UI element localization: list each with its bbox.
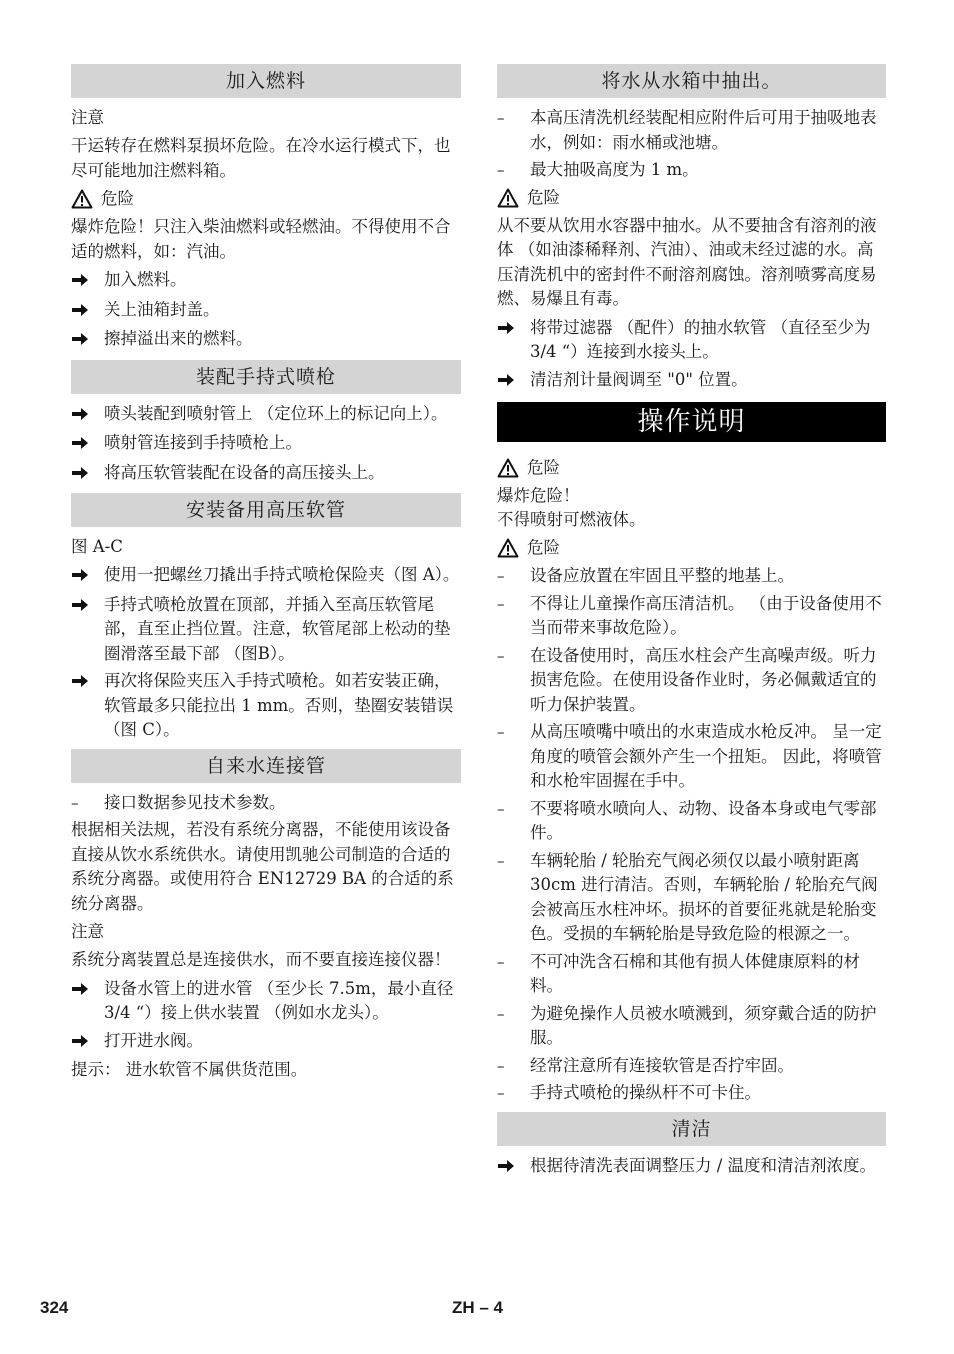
step-item: 关上油箱封盖。 xyxy=(71,298,461,325)
warning-triangle-icon xyxy=(497,458,519,478)
arrow-right-icon xyxy=(71,1034,89,1048)
arrow-right-icon xyxy=(71,466,89,480)
arrow-right-icon xyxy=(497,373,515,387)
step-item: 喷头装配到喷射管上 （定位环上的标记向上）。 xyxy=(71,402,461,429)
warning-triangle-icon xyxy=(497,188,519,208)
step-item: 再次将保险夹压入手持式喷枪。如若安装正确，软管最多只能拉出 1 mm。否则，垫圈安装错误 （图 C）。 xyxy=(71,669,461,743)
dash-item: – 不可冲洗含石棉和其他有损人体健康原料的材料。 xyxy=(497,951,860,995)
language-page-label: ZH – 4 xyxy=(452,1298,504,1317)
section-header-tank-suction: 将水从水箱中抽出。 xyxy=(497,64,886,98)
dash-item: – 为避免操作人员被水喷溅到，须穿戴合适的防护服。 xyxy=(497,1003,877,1047)
dash-item: – 设备应放置在牢固且平整的地基上。 xyxy=(497,566,794,585)
arrow-right-icon xyxy=(71,273,89,287)
note-text: 干运转存在燃料泵损坏危险。在冷水运行模式下，也尽可能地加注燃料箱。 xyxy=(71,136,451,180)
hint-text: 提示： 进水软管不属供货范围。 xyxy=(71,1060,308,1079)
danger-label: 危险 xyxy=(527,458,560,477)
danger-text: 爆炸危险！只注入柴油燃料或轻燃油。不得使用不合适的燃料，如：汽油。 xyxy=(71,217,451,261)
arrow-right-icon xyxy=(71,982,89,996)
danger-label: 危险 xyxy=(527,538,560,557)
danger-text: 从不要从饮用水容器中抽水。从不要抽含有溶剂的液体 （如油漆稀释剂、汽油）、油或未经过滤的水。高压清洗机中的密封件不耐溶剂腐蚀。溶剂喷雾高度易燃、易爆且有毒。 xyxy=(497,215,877,308)
section-header-cleaning: 清洁 xyxy=(497,1112,886,1146)
danger-heading xyxy=(497,536,886,560)
arrow-right-icon xyxy=(71,407,89,421)
step-item: 加入燃料。 xyxy=(71,268,461,295)
warning-triangle-icon xyxy=(497,538,519,558)
step-item: 将高压软管装配在设备的高压接头上。 xyxy=(71,461,461,488)
dash-item: – 车辆轮胎 / 轮胎充气阀必须仅以最小喷射距离 30cm 进行清洁。否则，车辆轮胎 / 轮胎充气阀会被高压水柱冲坏。损坏的首要征兆就是轮胎变色。受损的车辆轮胎是导致危险的根源之一。 xyxy=(497,850,878,943)
water-text: 根据相关法规，若没有系统分离器，不能使用该设备直接从饮水系统供水。请使用凯驰公司制造的合适的系统分离器。或使用符合 EN12729 BA 的合适的系统分离器。 xyxy=(71,820,454,913)
dash-item: – 不要将喷水喷向人、动物、设备本身或电气零部件。 xyxy=(497,798,877,842)
section-header-spray-gun: 装配手持式喷枪 xyxy=(71,360,461,394)
page-number: 324 xyxy=(40,1298,69,1317)
step-item: 打开进水阀。 xyxy=(71,1029,461,1056)
danger-label: 危险 xyxy=(101,189,134,208)
section-header-fuel: 加入燃料 xyxy=(71,64,461,98)
danger-text-line: 爆炸危险！ xyxy=(497,486,580,505)
note-text: 系统分离装置总是连接供水，而不要直接连接仪器！ xyxy=(71,950,451,969)
step-item: 手持式喷枪放置在顶部，并插入至高压软管尾部，直至止挡位置。注意，软管尾部上松动的垫圈滑落至最下部 （图B）。 xyxy=(71,593,461,667)
note-label: 注意 xyxy=(71,922,104,941)
danger-text-line: 不得喷射可燃液体。 xyxy=(497,510,646,529)
dash-item: – 从高压喷嘴中喷出的水束造成水枪反冲。 呈一定角度的喷管会额外产生一个扭矩。 因此，将喷管和水枪牢固握在手中。 xyxy=(497,722,882,790)
danger-heading xyxy=(497,456,886,480)
arrow-right-icon xyxy=(71,332,89,346)
arrow-right-icon xyxy=(71,303,89,317)
chapter-header-operation: 操作说明 xyxy=(497,402,886,442)
step-item: 根据待清洗表面调整压力 / 温度和清洁剂浓度。 xyxy=(497,1154,886,1181)
step-item: 将带过滤器 （配件）的抽水软管 （直径至少为 3/4 “）连接到水接头上。 xyxy=(497,316,886,365)
section-header-water-connection: 自来水连接管 xyxy=(71,749,461,783)
dash-item: – 手持式喷枪的操纵杆不可卡住。 xyxy=(497,1083,761,1102)
dash-item: – 在设备使用时，高压水柱会产生高噪声级。听力损害危险。在使用设备作业时，务必佩戴适宜的听力保护装置。 xyxy=(497,645,877,714)
arrow-right-icon xyxy=(71,598,89,612)
danger-label: 危险 xyxy=(527,187,560,207)
dash-item: – 接口数据参见技术参数。 xyxy=(71,792,286,812)
arrow-right-icon xyxy=(71,568,89,582)
dash-item: – 经常注意所有连接软管是否拧牢固。 xyxy=(497,1055,794,1075)
danger-heading xyxy=(497,186,886,210)
dash-item: – 不得让儿童操作高压清洁机。 （由于设备使用不当而带来事故危险）。 xyxy=(497,593,882,637)
left-column xyxy=(71,64,461,1087)
step-item: 使用一把螺丝刀撬出手持式喷枪保险夹（图 A）。 xyxy=(71,563,461,590)
step-item: 擦掉溢出来的燃料。 xyxy=(71,327,461,354)
danger-heading xyxy=(71,187,461,211)
dash-item: – 本高压清洗机经装配相应附件后可用于抽吸地表水，例如：雨水桶或池塘。 xyxy=(497,108,877,152)
right-column xyxy=(497,64,886,1183)
step-item: 喷射管连接到手持喷枪上。 xyxy=(71,431,461,458)
section-header-spare-hose: 安装备用高压软管 xyxy=(71,493,461,527)
warning-triangle-icon xyxy=(71,189,93,209)
note-label: 注意 xyxy=(71,108,104,127)
arrow-right-icon xyxy=(71,674,89,688)
step-item: 清洁剂计量阀调至 "0" 位置。 xyxy=(497,368,886,395)
arrow-right-icon xyxy=(497,321,515,335)
arrow-right-icon xyxy=(71,436,89,450)
dash-item: – 最大抽吸高度为 1 m。 xyxy=(497,160,699,179)
arrow-right-icon xyxy=(497,1159,515,1173)
step-item: 设备水管上的进水管 （至少长 7.5m，最小直径 3/4 “）接上供水装置 （例如水龙头）。 xyxy=(71,977,461,1026)
figure-reference: 图 A-C xyxy=(71,537,123,556)
